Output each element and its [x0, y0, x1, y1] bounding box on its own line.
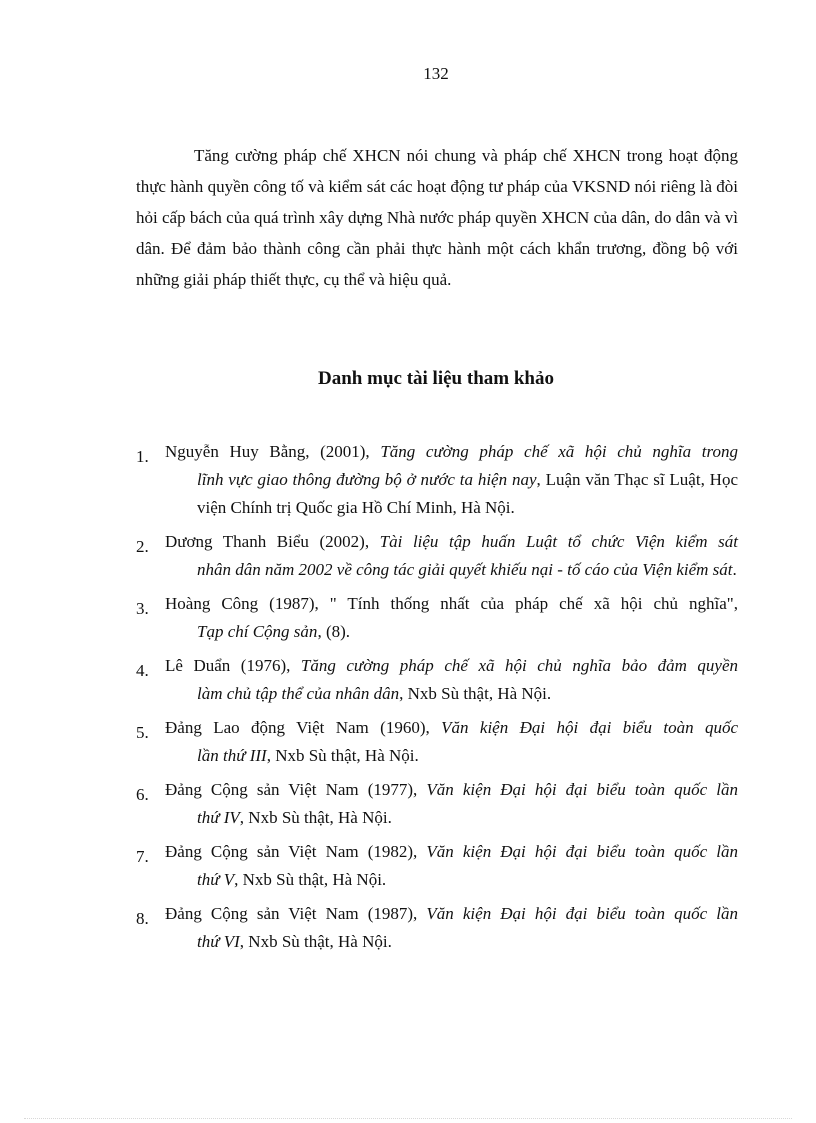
references-heading: Danh mục tài liệu tham khảo: [318, 368, 554, 389]
reference-number: 7.: [136, 847, 149, 866]
reference-author: Dương Thanh Biểu (2002),: [165, 532, 380, 551]
reference-title: Tăng cường pháp chế xã hội chủ nghĩa bảo đảm quyền: [300, 656, 738, 675]
page-number: 132: [423, 64, 449, 83]
reference-publisher: .: [732, 560, 737, 579]
reference-item: [136, 528, 738, 584]
reference-title-cont: làm chủ tập thể của nhân dân: [197, 684, 400, 703]
reference-item: [136, 900, 738, 956]
reference-number: 2.: [136, 537, 149, 556]
reference-publisher: , Nxb Sù thật, Hà Nội.: [399, 684, 552, 703]
reference-publisher: , Nxb Sù thật, Hà Nội.: [234, 870, 387, 889]
reference-title: Tài liệu tập huấn Luật tổ chức Viện kiểm sát: [379, 532, 738, 551]
reference-publisher: , (8).: [317, 622, 351, 641]
reference-item: [136, 714, 738, 770]
reference-author: Đảng Cộng sản Việt Nam (1987),: [165, 904, 427, 923]
reference-title-cont: thứ V: [197, 870, 235, 889]
reference-title: Văn kiện Đại hội đại biểu toàn quốc lần: [426, 780, 738, 799]
reference-number: 5.: [136, 723, 149, 742]
reference-publisher: , Nxb Sù thật, Hà Nội.: [239, 932, 392, 951]
reference-publisher: , Luận văn Thạc sĩ Luật, Học viện Chính trị Quốc gia Hồ Chí Minh, Hà Nội.: [197, 470, 738, 517]
reference-author: Đảng Cộng sản Việt Nam (1982),: [165, 842, 427, 861]
reference-title-cont: thứ VI: [197, 932, 240, 951]
reference-item: [136, 776, 738, 832]
reference-title: Tăng cường pháp chế xã hội chủ nghĩa trong: [380, 442, 738, 461]
body-paragraph: Tăng cường pháp chế XHCN nói chung và pháp chế XHCN trong hoạt động thực hành quyền công tố và kiểm sát các hoạt động tư pháp của VKSND nói riêng là đòi hỏi cấp bách của quá trình xây dựng Nhà nước pháp quyền XHCN của dân, do dân và vì dân. Để đảm bảo thành công cần phải thực hành một cách khẩn trương, đồng bộ với những giải pháp thiết thực, cụ thể và hiệu quả.: [136, 146, 738, 289]
reference-title: Văn kiện Đại hội đại biểu toàn quốc lần: [426, 842, 738, 861]
reference-title-cont: Tạp chí Cộng sản: [197, 622, 318, 641]
reference-author: Đảng Cộng sản Việt Nam (1977),: [165, 780, 427, 799]
reference-item: [136, 652, 738, 708]
reference-number: 8.: [136, 909, 149, 928]
reference-publisher: , Nxb Sù thật, Hà Nội.: [239, 808, 392, 827]
reference-number: 3.: [136, 599, 149, 618]
reference-title-cont: thứ IV: [197, 808, 240, 827]
reference-number: 1.: [136, 447, 149, 466]
reference-item: [136, 438, 738, 522]
reference-title: Văn kiện Đại hội đại biểu toàn quốc: [441, 718, 738, 737]
footer-rule: [24, 1118, 792, 1119]
reference-author: Lê Duẩn (1976),: [165, 656, 301, 675]
reference-author: Đảng Lao động Việt Nam (1960),: [165, 718, 442, 737]
reference-number: 4.: [136, 661, 149, 680]
reference-publisher: , Nxb Sù thật, Hà Nội.: [266, 746, 419, 765]
reference-title-cont: lĩnh vực giao thông đường bộ ở nước ta hiện nay: [197, 470, 537, 489]
reference-title-cont: lần thứ III: [197, 746, 267, 765]
reference-item: [136, 838, 738, 894]
reference-title: Văn kiện Đại hội đại biểu toàn quốc lần: [426, 904, 738, 923]
reference-number: 6.: [136, 785, 149, 804]
reference-author: Nguyễn Huy Bằng, (2001),: [165, 442, 381, 461]
references-list: [136, 438, 738, 962]
reference-title-cont: nhân dân năm 2002 về công tác giải quyết khiếu nại - tố cáo của Viện kiểm sát: [197, 560, 733, 579]
reference-author: Hoàng Công (1987), " Tính thống nhất của pháp chế xã hội chủ nghĩa",: [165, 594, 738, 613]
reference-item: [136, 590, 738, 646]
